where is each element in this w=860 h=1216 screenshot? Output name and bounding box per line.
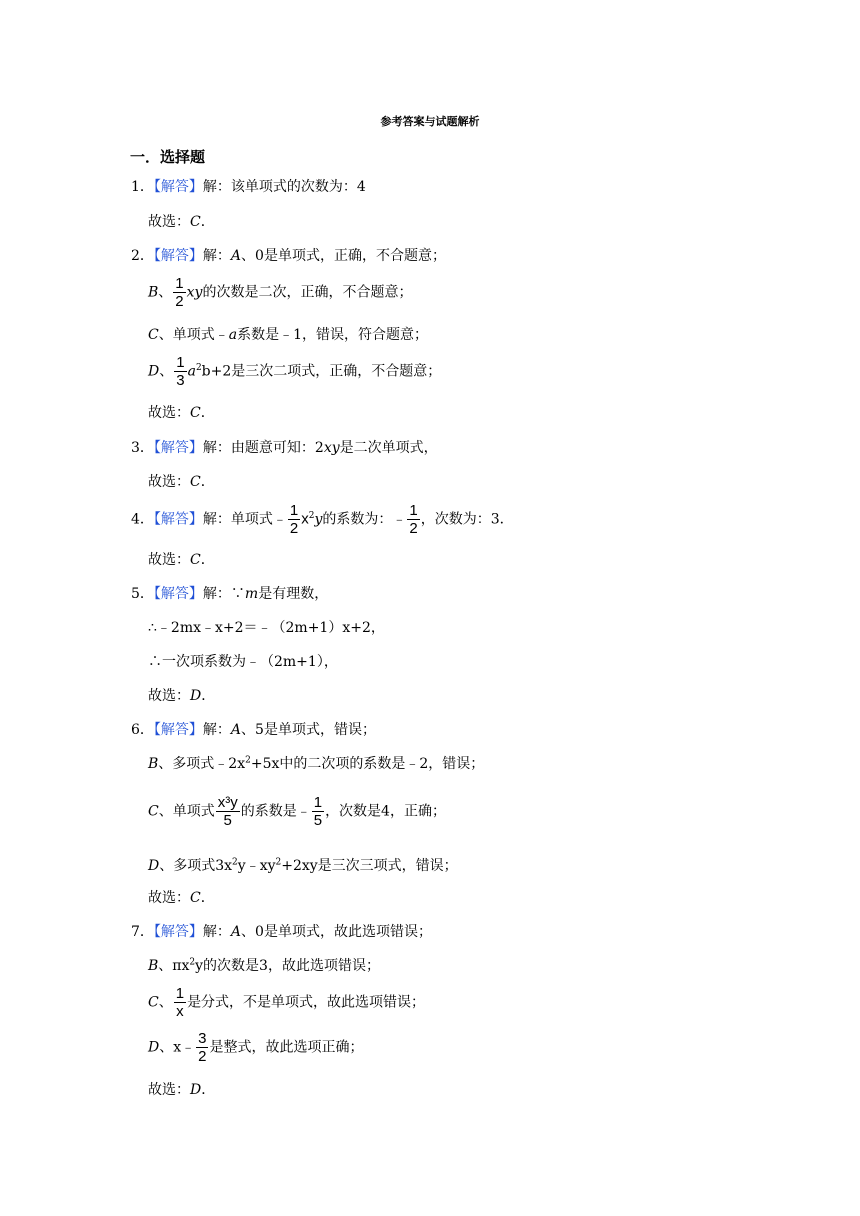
variable: xy [186,284,203,301]
period: ． [200,214,215,230]
question-number: 3． [131,440,154,456]
q3-choice [148,472,215,492]
period: ． [201,688,216,704]
variable: m [244,586,259,602]
fraction [174,354,186,389]
answer-text: y﹣xy [237,858,276,874]
page-title: 参考答案与试题解析 [380,115,480,128]
answer-text: 的系数是﹣ [240,803,311,820]
answer-text: 的次数是二次，正确，不合题意； [202,284,413,301]
fraction [288,502,300,537]
option-letter: A [230,924,242,940]
denominator: x [176,1003,184,1020]
q6-answer [131,720,376,740]
answer-text: 是二次单项式， [339,440,438,456]
answer-tag: 【解答】 [153,722,203,738]
denominator: 2 [198,1048,207,1065]
answer-text: 、πx [158,958,190,974]
answer-text: 、0是单项式，正确，不合题意； [241,248,446,264]
answer-text: 、多项式﹣2x [158,756,246,772]
answer-text: 、x﹣ [159,1039,196,1056]
q5-step-1: ∴﹣2mx﹣x+2＝﹣（2m+1）x+2， [148,620,385,636]
denominator: 2 [289,520,299,537]
answer-text: 解：该单项式的次数为：4 [202,179,366,195]
answer-text: 、单项式 [158,803,215,820]
option-letter: A [230,722,242,738]
numerator: 1 [409,502,418,519]
choice-label: 故选： [148,552,190,568]
q7-option-b [148,956,380,976]
choice-label: 故选： [148,405,190,421]
fraction [312,794,324,829]
option-letter: B [148,284,159,301]
variable: a [187,363,196,380]
answer-text: 是整式，故此选项正确； [209,1039,364,1056]
option-letter: A [230,248,242,264]
choice-label: 故选： [148,890,190,906]
option-letter: D [148,858,160,874]
answer-text: 、 [158,284,173,301]
answer-text: 系数是﹣1，错误，符合题意； [237,327,428,343]
denominator: 2 [409,520,418,537]
denominator: 5 [313,812,323,829]
q3-answer [131,438,438,458]
choice-value: D [190,1082,202,1098]
answer-text: 解：∵ [202,586,245,602]
variable: y [314,511,323,528]
answer-text: 、 [158,994,173,1011]
variable: x [301,510,309,528]
fraction [407,502,419,537]
choice-label: 故选： [148,214,190,230]
denominator: 3 [176,372,185,389]
section-heading: 一．选择题 [130,148,206,166]
q5-step-2: ∴一次项系数为﹣（2m+1）， [148,654,338,670]
answer-text: ，次数是4，正确； [325,803,446,820]
answer-text: 的系数为：﹣ [322,511,407,528]
answer-text: 、0是单项式，故此选项错误； [241,924,432,940]
period: ． [200,890,215,906]
q5-answer [131,584,328,604]
answer-text: 解： [202,248,231,264]
denominator: 2 [175,293,184,310]
answer-text: 解： [202,722,231,738]
answer-text: b+2是三次二项式，正确，不合题意； [201,363,442,380]
exponent: 2 [189,957,196,968]
q1-answer [131,177,366,197]
numerator: 3 [198,1030,207,1047]
choice-value: C [190,214,201,230]
option-letter: C [148,327,159,343]
answer-tag: 【解答】 [153,586,203,602]
option-letter: B [148,958,159,974]
choice-value: C [190,890,201,906]
q6-option-d [148,856,458,876]
fraction [173,275,185,310]
answer-tag: 【解答】 [153,248,203,264]
exponent: 2 [308,510,315,521]
answer-text: 是分式，不是单项式，故此选项错误； [187,994,426,1011]
exponent: 2 [195,362,202,373]
period: ． [200,552,215,568]
exponent: 2 [245,755,251,766]
period: ． [200,474,215,490]
q5-choice [148,686,215,706]
answer-tag: 【解答】 [153,440,203,456]
answer-text: 、5是单项式，错误； [241,722,376,738]
answer-text: 、单项式﹣ [158,327,229,343]
answer-text: 、 [159,363,174,380]
variable: xy [323,440,340,456]
exponent: 2 [232,857,238,868]
option-letter: C [148,994,159,1011]
answer-tag: 【解答】 [153,179,203,195]
q2-option-d [148,354,441,389]
q2-choice [148,403,215,423]
q7-option-d [148,1030,363,1065]
period: ． [200,405,215,421]
option-letter: C [148,803,159,820]
q1-choice [148,212,215,232]
q4-answer [131,502,514,537]
q2-option-c [148,325,428,345]
option-letter: D [148,1039,160,1056]
question-number: 5． [131,586,154,602]
answer-text: 、多项式3x [159,858,233,874]
q4-choice [148,550,215,570]
question-number: 7． [131,924,154,940]
denominator: 5 [223,812,232,829]
answer-text: +5x中的二次项的系数是﹣2，错误； [250,756,485,772]
question-number: 2． [131,248,154,264]
variable: a [228,327,238,343]
q6-choice [148,888,215,908]
numerator: 1 [175,985,185,1002]
q2-answer [131,246,446,266]
q7-choice [148,1080,215,1100]
exponent: 2 [275,857,282,868]
answer-text: 解： [202,924,231,940]
answer-text: ，次数为：3． [420,511,514,528]
numerator: 1 [176,354,185,371]
question-number: 4． [131,511,154,528]
answer-text: 解：单项式﹣ [202,511,287,528]
answer-tag: 【解答】 [153,511,203,528]
choice-value: D [190,688,202,704]
choice-value: C [190,552,201,568]
choice-value: C [190,474,201,490]
numerator: 1 [313,794,323,811]
choice-value: C [190,405,201,421]
q6-option-b [148,754,484,774]
option-letter: B [148,756,159,772]
option-letter: D [148,363,160,380]
answer-text: 解：由题意可知：2 [202,440,324,456]
answer-text: 是有理数， [258,586,329,602]
q7-answer [131,922,432,942]
question-number: 6． [131,722,154,738]
numerator: 1 [289,502,299,519]
choice-label: 故选： [148,474,190,490]
fraction [196,1030,208,1065]
answer-tag: 【解答】 [153,924,203,940]
fraction [216,794,240,829]
choice-label: 故选： [148,688,190,704]
numerator: x³y [217,794,238,811]
q7-option-c [148,985,425,1020]
fraction [174,985,186,1020]
period: ． [201,1082,216,1098]
numerator: 1 [175,275,184,292]
q6-option-c [148,794,446,829]
q2-option-b [148,275,412,310]
choice-label: 故选： [148,1082,190,1098]
answer-text: +2xy是三次三项式，错误； [281,858,458,874]
answer-text: y的次数是3，故此选项错误； [195,958,380,974]
question-number: 1． [131,179,154,195]
